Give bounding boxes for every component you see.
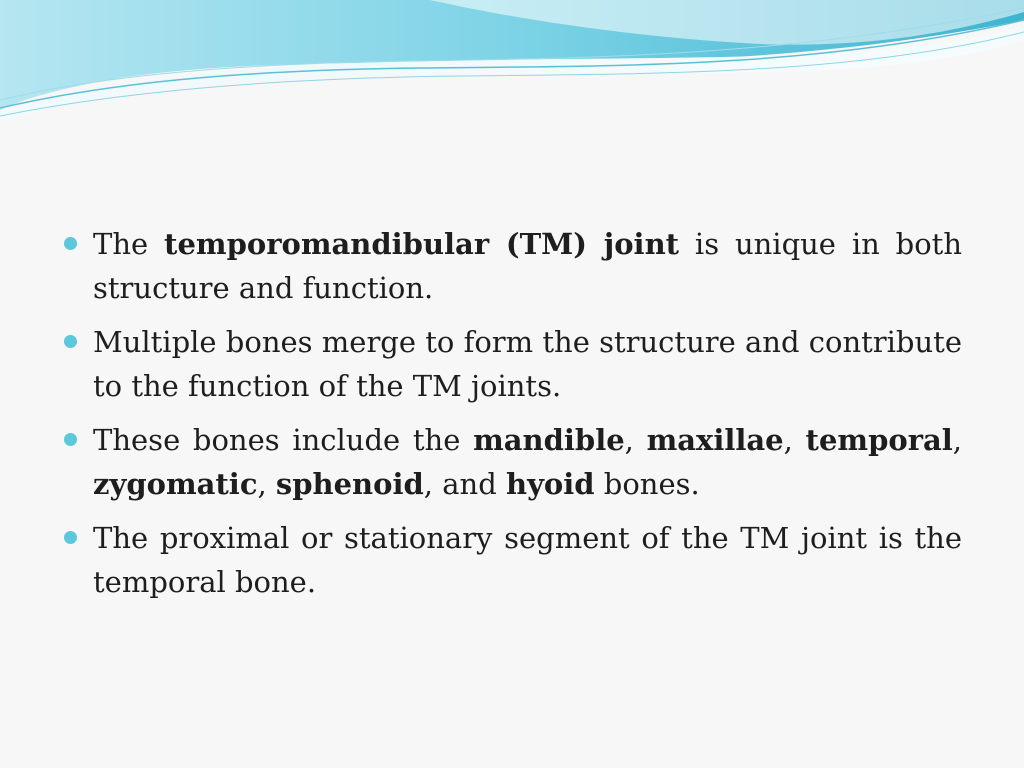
bullet-item [64,320,962,408]
bullet-text: These bones include the [93,423,474,457]
bold-term: sphenoid [275,467,424,501]
bold-term: temporal [805,423,953,457]
bullet-dot-icon [64,237,77,250]
bullet-dot-icon [64,433,77,446]
bullet-dot-icon [64,335,77,348]
bullet-dot-icon [64,531,77,544]
bullet-text: is unique in both structure and function. [93,227,962,305]
bold-term: zygomatic [93,467,258,501]
bullet-text: , [783,423,806,457]
bullet-text: bones. [594,467,700,501]
bold-term: temporomandibular (TM) joint [164,227,680,261]
bullet-text: Multiple bones merge to form the structure and contribute to the function of the TM joints. [93,325,962,403]
bullet-text: , [952,423,963,457]
bullet-item [64,516,962,604]
bullet-item [64,222,962,310]
bullet-list [64,222,962,614]
bullet-text: , [257,467,276,501]
bold-term: maxillae [646,423,784,457]
bullet-text: , [624,423,647,457]
bullet-text: The [93,227,165,261]
bold-term: mandible [473,423,625,457]
bullet-text: The proximal or stationary segment of the TM joint is the temporal bone. [93,521,962,599]
bullet-text: , and [423,467,506,501]
bullet-item [64,418,962,506]
bold-term: hyoid [505,467,595,501]
wave-banner [0,0,1024,130]
